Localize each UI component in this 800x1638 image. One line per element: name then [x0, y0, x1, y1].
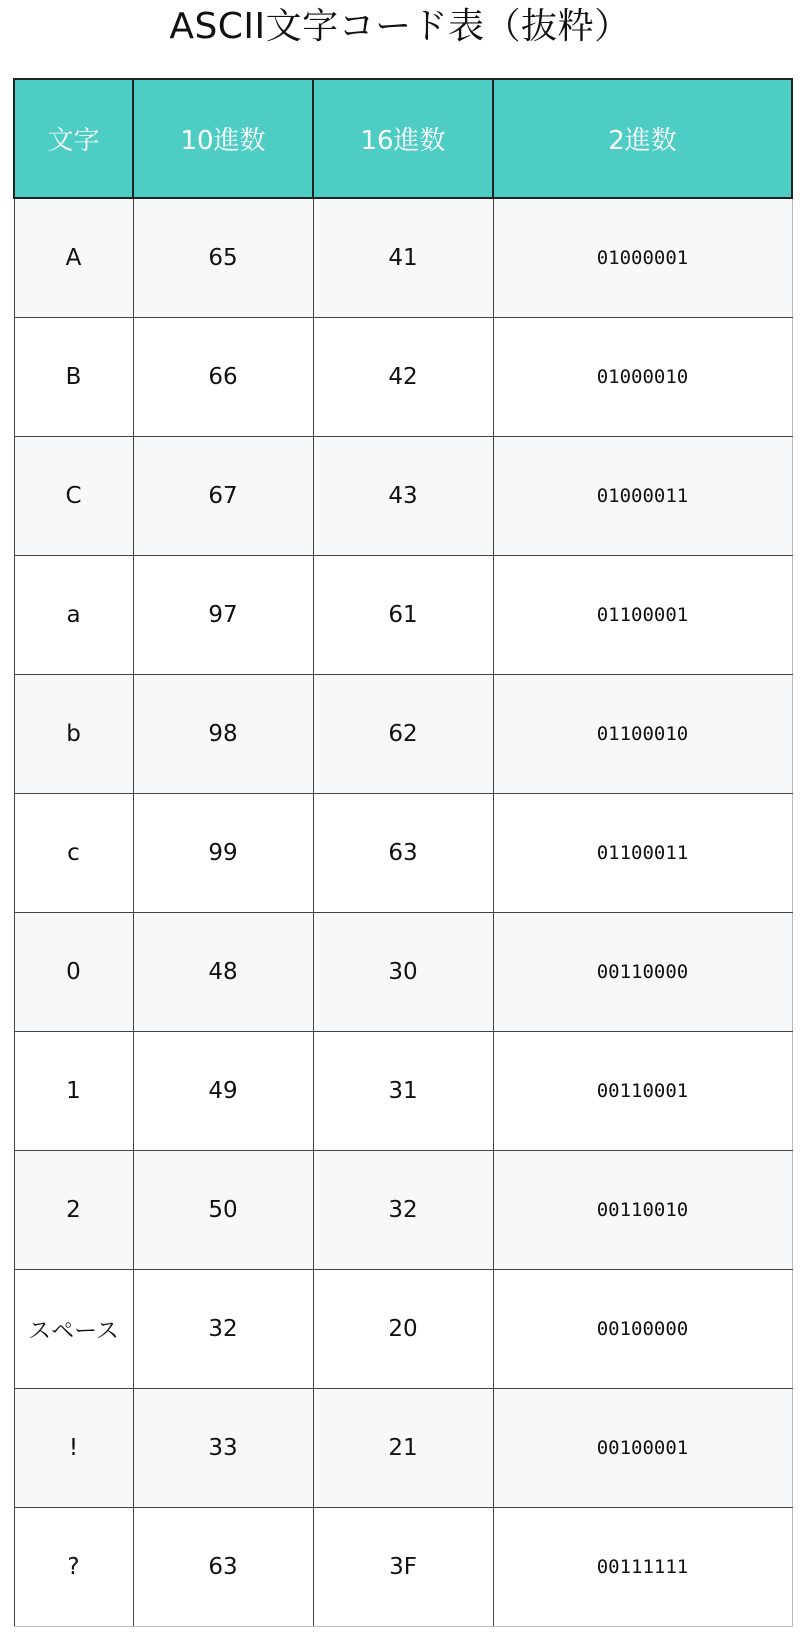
- table-row: [14, 317, 792, 436]
- cell-hex: 61: [313, 555, 493, 674]
- table-row: [14, 198, 792, 317]
- cell-binary: 00100001: [493, 1388, 792, 1507]
- cell-char: b: [14, 674, 133, 793]
- cell-binary: 00110010: [493, 1150, 792, 1269]
- cell-hex: 62: [313, 674, 493, 793]
- page-title: ASCII文字コード表（抜粋）: [169, 6, 631, 47]
- cell-char: 0: [14, 912, 133, 1031]
- cell-hex: 20: [313, 1269, 493, 1388]
- table-row: [14, 793, 792, 912]
- cell-decimal: 49: [133, 1031, 313, 1150]
- header-hex: 16進数: [313, 79, 493, 198]
- table-row: [14, 1507, 792, 1626]
- cell-hex: 31: [313, 1031, 493, 1150]
- cell-hex: 3F: [313, 1507, 493, 1626]
- cell-char: C: [14, 436, 133, 555]
- cell-char: a: [14, 555, 133, 674]
- cell-hex: 42: [313, 317, 493, 436]
- cell-hex: 32: [313, 1150, 493, 1269]
- cell-decimal: 33: [133, 1388, 313, 1507]
- header-char: 文字: [14, 79, 133, 198]
- cell-decimal: 50: [133, 1150, 313, 1269]
- cell-hex: 63: [313, 793, 493, 912]
- cell-binary: 00110000: [493, 912, 792, 1031]
- cell-binary: 00111111: [493, 1507, 792, 1626]
- cell-hex: 21: [313, 1388, 493, 1507]
- cell-decimal: 48: [133, 912, 313, 1031]
- cell-binary: 01100011: [493, 793, 792, 912]
- header-binary: 2進数: [493, 79, 792, 198]
- table-row: [14, 555, 792, 674]
- cell-decimal: 65: [133, 198, 313, 317]
- cell-decimal: 63: [133, 1507, 313, 1626]
- cell-decimal: 32: [133, 1269, 313, 1388]
- cell-binary: 01000011: [493, 436, 792, 555]
- cell-hex: 41: [313, 198, 493, 317]
- cell-decimal: 97: [133, 555, 313, 674]
- ascii-table: [13, 78, 793, 1627]
- cell-decimal: 98: [133, 674, 313, 793]
- cell-char: c: [14, 793, 133, 912]
- cell-binary: 01100010: [493, 674, 792, 793]
- cell-decimal: 99: [133, 793, 313, 912]
- cell-char: B: [14, 317, 133, 436]
- cell-binary: 00110001: [493, 1031, 792, 1150]
- header-decimal: 10進数: [133, 79, 313, 198]
- cell-binary: 01100001: [493, 555, 792, 674]
- table-row: [14, 1388, 792, 1507]
- title-area: [0, 0, 800, 78]
- table-row: [14, 1031, 792, 1150]
- table-header-row: [14, 79, 792, 198]
- cell-char: スペース: [14, 1269, 133, 1388]
- table-row: [14, 1269, 792, 1388]
- cell-hex: 43: [313, 436, 493, 555]
- table-row: [14, 674, 792, 793]
- table-row: [14, 912, 792, 1031]
- cell-hex: 30: [313, 912, 493, 1031]
- cell-char: ?: [14, 1507, 133, 1626]
- cell-char: 1: [14, 1031, 133, 1150]
- cell-binary: 01000001: [493, 198, 792, 317]
- table-row: [14, 1150, 792, 1269]
- cell-binary: 00100000: [493, 1269, 792, 1388]
- table-row: [14, 436, 792, 555]
- cell-decimal: 67: [133, 436, 313, 555]
- cell-char: !: [14, 1388, 133, 1507]
- cell-char: 2: [14, 1150, 133, 1269]
- cell-decimal: 66: [133, 317, 313, 436]
- cell-binary: 01000010: [493, 317, 792, 436]
- cell-char: A: [14, 198, 133, 317]
